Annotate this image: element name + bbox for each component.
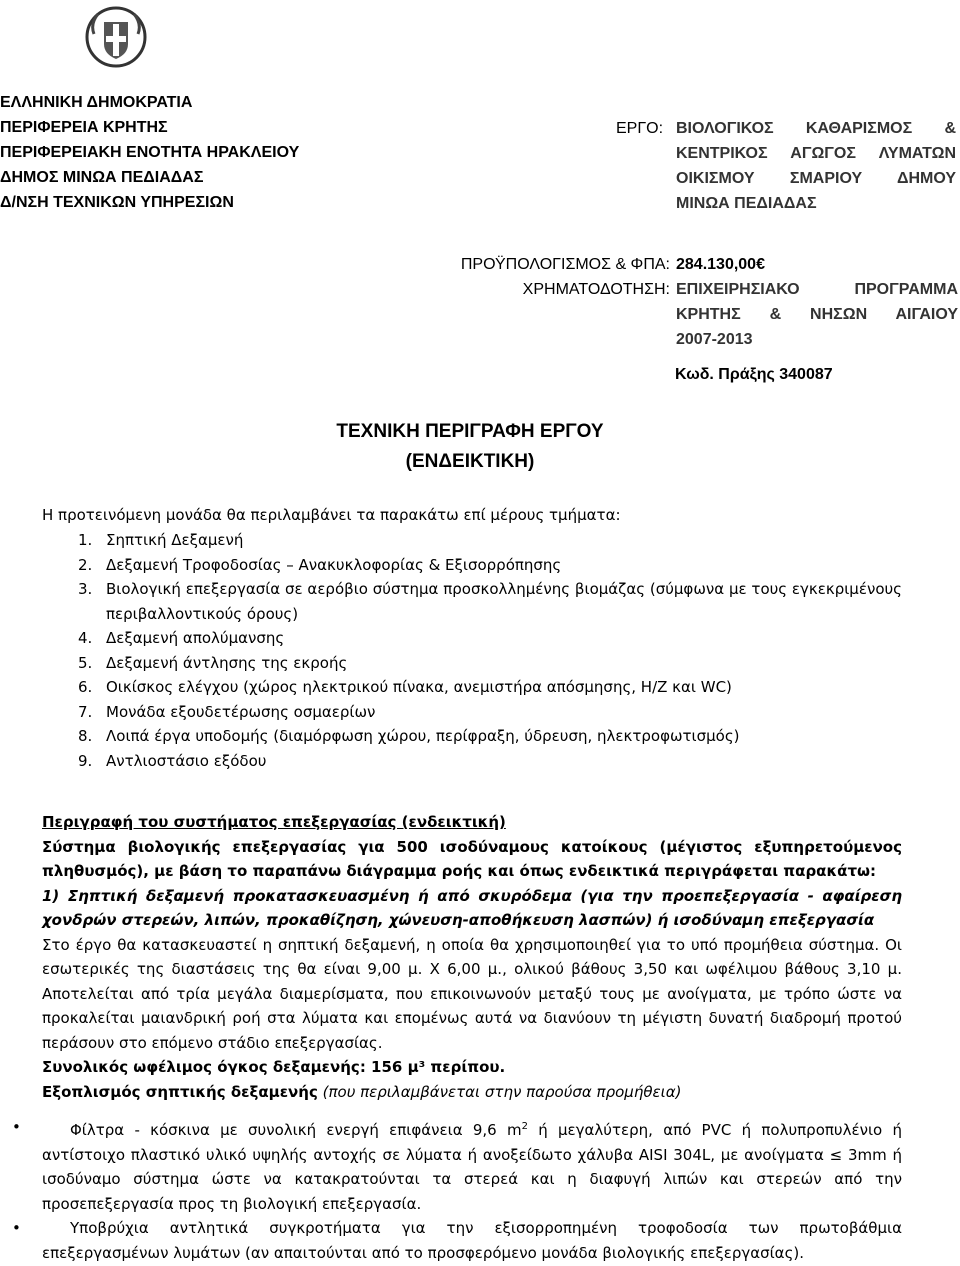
authority-header	[0, 90, 299, 215]
item-text: Οικίσκος ελέγχου (χώρος ηλεκτρικού πίνακα, ανεμιστήρα απόσμησης, Η/Ζ και WC)	[106, 678, 732, 696]
item-number: 1.	[78, 531, 93, 549]
funding-label: ΧΡΗΜΑΤΟΔΟΤΗΣΗ:	[522, 281, 670, 298]
funding-row	[0, 277, 960, 357]
funding-line: 2007-2013	[676, 331, 753, 348]
list-item	[42, 724, 902, 749]
equipment-heading	[42, 1080, 902, 1105]
bullet-icon: •	[12, 1118, 21, 1136]
item-text: Δεξαμενή απολύμανσης	[106, 629, 285, 647]
description-paragraph: Στο έργο θα κατασκευαστεί η σηπτική δεξαμενή, η οποία θα χρησιμοποιηθεί για το υπό προμήθεια σύστημα. Οι εσωτερικές της διαστάσεις της θα είναι 9,00 μ. Χ 6,00 μ., ολικού βάθους 3,50 και ωφέλιμου βάθους 3,10 μ. Αποτελείται από τρία μεγάλα διαμερίσματα, που επικοινωνούν μεταξύ τους με ανοίγματα, με τρόπο ώστε να προκαλείται μαιανδρική ροή στα λύματα και επομένως αυτά να διανύουν τη μέγιστη δυνατή διαδρομή προτού περάσουν στο επόμενο στάδιο επεξεργασίας.	[42, 935, 902, 1052]
description-heading: Περιγραφή του συστήματος επεξεργασίας (ενδεικτική)	[42, 813, 506, 831]
action-code: Κωδ. Πράξης 340087	[675, 366, 833, 383]
list-item	[42, 528, 902, 553]
item-superscript: 2	[521, 1121, 528, 1132]
project-label: ΕΡΓΟ:	[616, 120, 664, 137]
system-description	[42, 810, 902, 1104]
list-item	[42, 577, 902, 626]
item-number: 2.	[78, 555, 93, 574]
budget-label: ΠΡΟΫΠΟΛΟΓΙΣΜΟΣ & ΦΠΑ:	[460, 256, 670, 273]
list-item	[42, 626, 902, 651]
header-line: ΠΕΡΙΦΕΡΕΙΑ ΚΡΗΤΗΣ	[0, 119, 168, 136]
document-subtitle: (ΕΝΔΕΙΚΤΙΚΗ)	[405, 451, 535, 472]
funding-source	[676, 277, 958, 352]
list-item	[42, 675, 902, 700]
item-text: Υποβρύχια αντλητικά συγκροτήματα για την εξισορροπημένη τροφοδοσία των πρωτοβάθμια επεξεργασμένων λυμάτων (αν απαιτούνται από το προσφερόμενο μονάδα βιολογικής επεξεργασίας).	[42, 1219, 902, 1262]
intro-text: Η προτεινόμενη μονάδα θα περιλαμβάνει τα παρακάτω επί μέρους τμήματα:	[42, 506, 621, 524]
item-text: Αντλιοστάσιο εξόδου	[106, 751, 267, 770]
item-text: Βιολογική επεξεργασία σε αερόβιο σύστημα προσκολλημένης βιομάζας (σύμφωνα με τους εγκεκριμένους περιβαλλοντικούς όρους)	[106, 580, 902, 623]
item-text: Δεξαμενή Τροφοδοσίας – Ανακυκλοφορίας & Εξισορρόπησης	[106, 555, 562, 574]
item-number: 4.	[78, 629, 93, 647]
equipment-label: Εξοπλισμός σηπτικής δεξαμενής	[42, 1082, 318, 1101]
header-line: ΠΕΡΙΦΕΡΕΙΑΚΗ ΕΝΟΤΗΤΑ ΗΡΑΚΛΕΙΟΥ	[0, 144, 300, 161]
project-line: ΒΙΟΛΟΓΙΚΟΣ ΚΑΘΑΡΙΣΜΟΣ &	[676, 120, 956, 137]
volume-text: Συνολικός ωφέλιμος όγκος δεξαμενής: 156 μ³ περίπου.	[42, 1058, 506, 1076]
item-number: 9.	[78, 751, 93, 770]
list-item	[12, 1216, 902, 1265]
document-title: ΤΕΧΝΙΚΗ ΠΕΡΙΓΡΑΦΗ ΕΡΓΟΥ	[336, 421, 604, 442]
bullet-icon: •	[12, 1219, 21, 1237]
list-item	[42, 553, 902, 578]
item-text: Φίλτρα - κόσκινα με συνολική ενεργή επιφάνεια 9,6 m	[70, 1121, 522, 1139]
budget-value: 284.130,00€	[676, 256, 765, 273]
project-line: ΟΙΚΙΣΜΟΥ ΣΜΑΡΙΟΥ ΔΗΜΟΥ	[676, 170, 956, 187]
item-number: 5.	[78, 653, 93, 672]
project-line: ΚΕΝΤΡΙΚΟΣ ΑΓΩΓΟΣ ΛΥΜΑΤΩΝ	[676, 145, 956, 162]
list-item	[42, 749, 902, 774]
components-list	[42, 528, 902, 773]
list-item	[42, 651, 902, 676]
funding-line: ΚΡΗΤΗΣ & ΝΗΣΩΝ ΑΙΓΑΙΟΥ	[676, 306, 958, 323]
item-number: 6.	[78, 678, 93, 696]
item-text: Δεξαμενή άντλησης της εκροής	[106, 653, 348, 672]
equipment-note: (που περιλαμβάνεται στην παρούσα προμήθεια)	[322, 1082, 682, 1101]
item-number: 3.	[78, 580, 93, 598]
item-text: Μονάδα εξουδετέρωσης οσμαερίων	[106, 702, 376, 721]
item-number: 8.	[78, 727, 93, 745]
header-line: ΔΗΜΟΣ ΜΙΝΩΑ ΠΕΔΙΑΔΑΣ	[0, 169, 204, 186]
project-line: ΜΙΝΩΑ ΠΕΔΙΑΔΑΣ	[676, 195, 817, 212]
item-text: Λοιπά έργα υποδομής (διαμόρφωση χώρου, περίφραξη, ύδρευση, ηλεκτροφωτισμός)	[106, 727, 740, 745]
list-item	[42, 700, 902, 725]
project-name	[676, 116, 956, 216]
header-line: ΕΛΛΗΝΙΚΗ ΔΗΜΟΚΡΑΤΙΑ	[0, 94, 193, 111]
funding-line: ΕΠΙΧΕΙΡΗΣΙΑΚΟ ΠΡΟΓΡΑΜΜΑ	[676, 281, 958, 298]
list-item	[12, 1115, 902, 1216]
description-lead: Σύστημα βιολογικής επεξεργασίας για 500 ισοδύναμους κατοίκους (μέγιστος εξυπηρετούμενος πληθυσμός), με βάση το παραπάνω διάγραμμα ροής και όπως ενδεικτικά περιγράφεται παρακάτω:	[42, 837, 902, 880]
item-number: 7.	[78, 702, 93, 721]
header-line: Δ/ΝΣΗ ΤΕΧΝΙΚΩΝ ΥΠΗΡΕΣΙΩΝ	[0, 194, 234, 211]
section-heading: 1) Σηπτική δεξαμενή προκατασκευασμένη ή από σκυρόδεμα (για την προεπεξεργασία - αφαίρεση χονδρών στερεών, λιπών, προκαθίζηση, χώνευση-αποθήκευση λασπών) ή ισοδύναμη επεξεργασία	[42, 886, 902, 929]
item-text-cont: ή μεγαλύτερη, από PVC ή πολυπροπυλένιο ή αντίστοιχο πλαστικό υλικό υψηλής αντοχής σε λύματα ή ανοξείδωτο χάλυβα AISI 304L, με ανοίγματα ≤ 3mm ή ισοδύναμο σύστημα ώστε να κατακρατούνται τα στερεά και η διαφυγή λιπών και στερεών από την προσεπεξεργασία προς τη βιολογική επεξεργασία.	[42, 1121, 902, 1213]
equipment-list	[12, 1115, 902, 1265]
coat-of-arms-logo	[84, 4, 148, 68]
item-text: Σηπτική Δεξαμενή	[106, 531, 244, 549]
